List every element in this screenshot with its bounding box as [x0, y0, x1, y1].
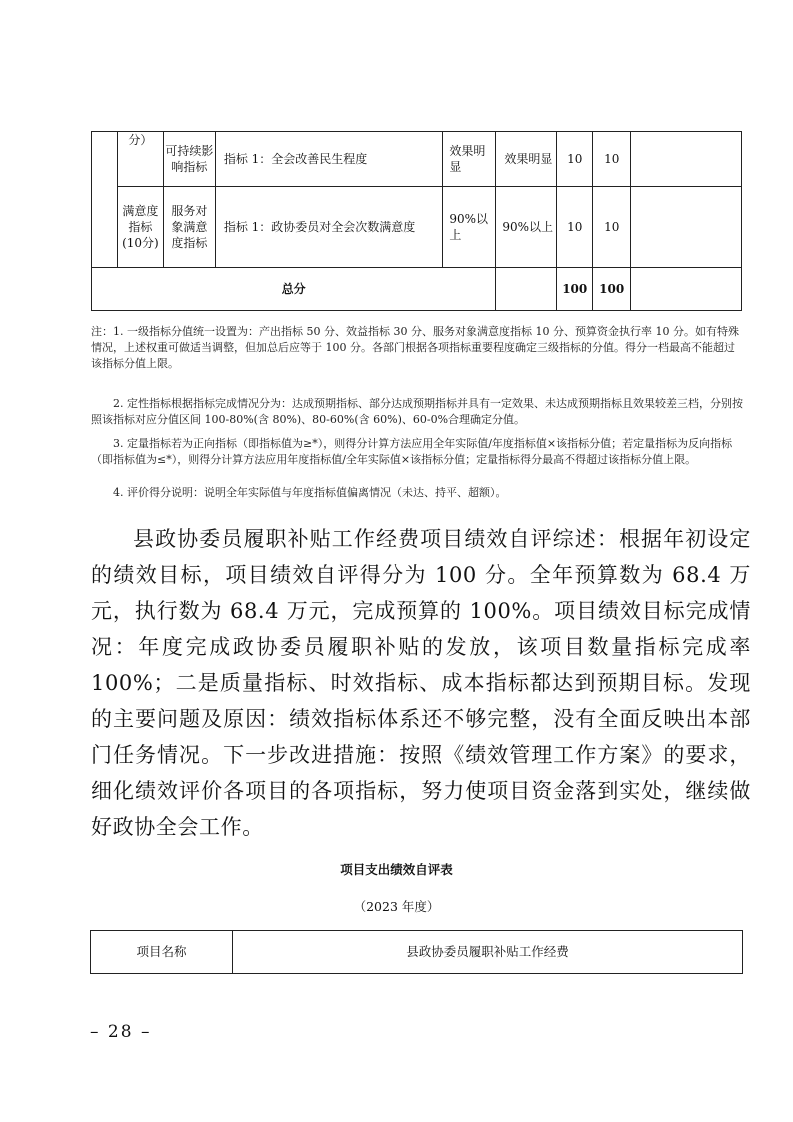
notes	[91, 396, 743, 428]
table-row	[92, 132, 742, 187]
total-label: 总分	[92, 268, 496, 311]
table-cell	[631, 187, 742, 268]
note-4: 4. 评价得分说明：说明全年实际值与年度指标值偏离情况（未达、持平、超额）。	[113, 486, 507, 499]
table2-title: 项目支出绩效自评表	[340, 862, 453, 877]
level1-cell: 分）	[117, 132, 163, 187]
performance-table	[91, 131, 742, 311]
project-name-label: 项目名称	[91, 931, 233, 974]
notes	[91, 485, 743, 501]
score-cell: 10	[593, 132, 631, 187]
notes	[91, 324, 743, 372]
table-cell	[631, 268, 742, 311]
indicator-cell: 指标 1：全会改善民生程度	[215, 132, 443, 187]
summary-text: 县政协委员履职补贴工作经费项目绩效自评综述：根据年初设定的绩效目标，项目绩效自评得分为 100 分。全年预算数为 68.4 万元，执行数为 68.4 万元，完成预算的 100%。项目绩效目标完成情况：年度完成政协委员履职补贴的发放，该项目数量指标完成率 100%；二是质量指标、时效指标、成本指标都达到预期目标。发现的主要问题及原因：绩效指标体系还不够完整，没有全面反映出本部门任务情况。下一步改进措施：按照《绩效管理工作方案》的要求，细化绩效评价各项目的各项指标，努力使项目资金落到实处，继续做好政协全会工作。	[91, 527, 751, 839]
summary-paragraph	[91, 521, 751, 845]
table-cell	[92, 132, 118, 268]
note-1: 注：1. 一级指标分值统一设置为：产出指标 50 分、效益指标 30 分、服务对象满意度指标 10 分、预算资金执行率 10 分。如有特殊情况，上述权重可做适当调整，但加总后应等于 100 分。各部门根据各项指标重要程度确定三级指标的分值。得分一档最高不能超过该指标分值上限。	[91, 325, 739, 370]
notes	[91, 436, 743, 468]
weight-cell: 10	[557, 187, 593, 268]
total-score: 100	[593, 268, 631, 311]
total-weight: 100	[557, 268, 593, 311]
actual-cell: 90%以上	[496, 187, 557, 268]
project-table	[90, 930, 743, 974]
score-cell: 10	[593, 187, 631, 268]
project-name-value: 县政协委员履职补贴工作经费	[233, 931, 743, 974]
note-3: 3. 定量指标若为正向指标（即指标值为≥*），则得分计算方法应用全年实际值/年度指标值×该指标分值；若定量指标为反向指标（即指标值为≤*），则得分计算方法应用年度指标值/全年实际值×该指标分值；定量指标得分最高不得超过该指标分值上限。	[91, 437, 733, 466]
table-cell	[631, 132, 742, 187]
level2-cell: 服务对象满意度指标	[163, 187, 215, 268]
total-row	[92, 268, 742, 311]
note-2: 2. 定性指标根据指标完成情况分为：达成预期指标、部分达成预期指标并具有一定效果、未达成预期指标且效果较差三档，分别按照该指标对应分值区间 100-80%(含 80%)、80-60%(含 60%)、60-0%合理确定分值。	[91, 397, 743, 426]
weight-cell: 10	[557, 132, 593, 187]
actual-cell: 效果明显	[496, 132, 557, 187]
table-cell	[496, 268, 557, 311]
indicator-cell: 指标 1：政协委员对全会次数满意度	[215, 187, 443, 268]
table2-year: （2023 年度）	[353, 899, 440, 914]
table-row	[91, 931, 743, 974]
table-row	[92, 187, 742, 268]
page-number: – 28 –	[90, 1022, 152, 1042]
level1-cell: 满意度指标(10分)	[117, 187, 163, 268]
level2-cell: 可持续影响指标	[163, 132, 215, 187]
target-cell: 效果明显	[443, 132, 496, 187]
target-cell: 90%以上	[443, 187, 496, 268]
